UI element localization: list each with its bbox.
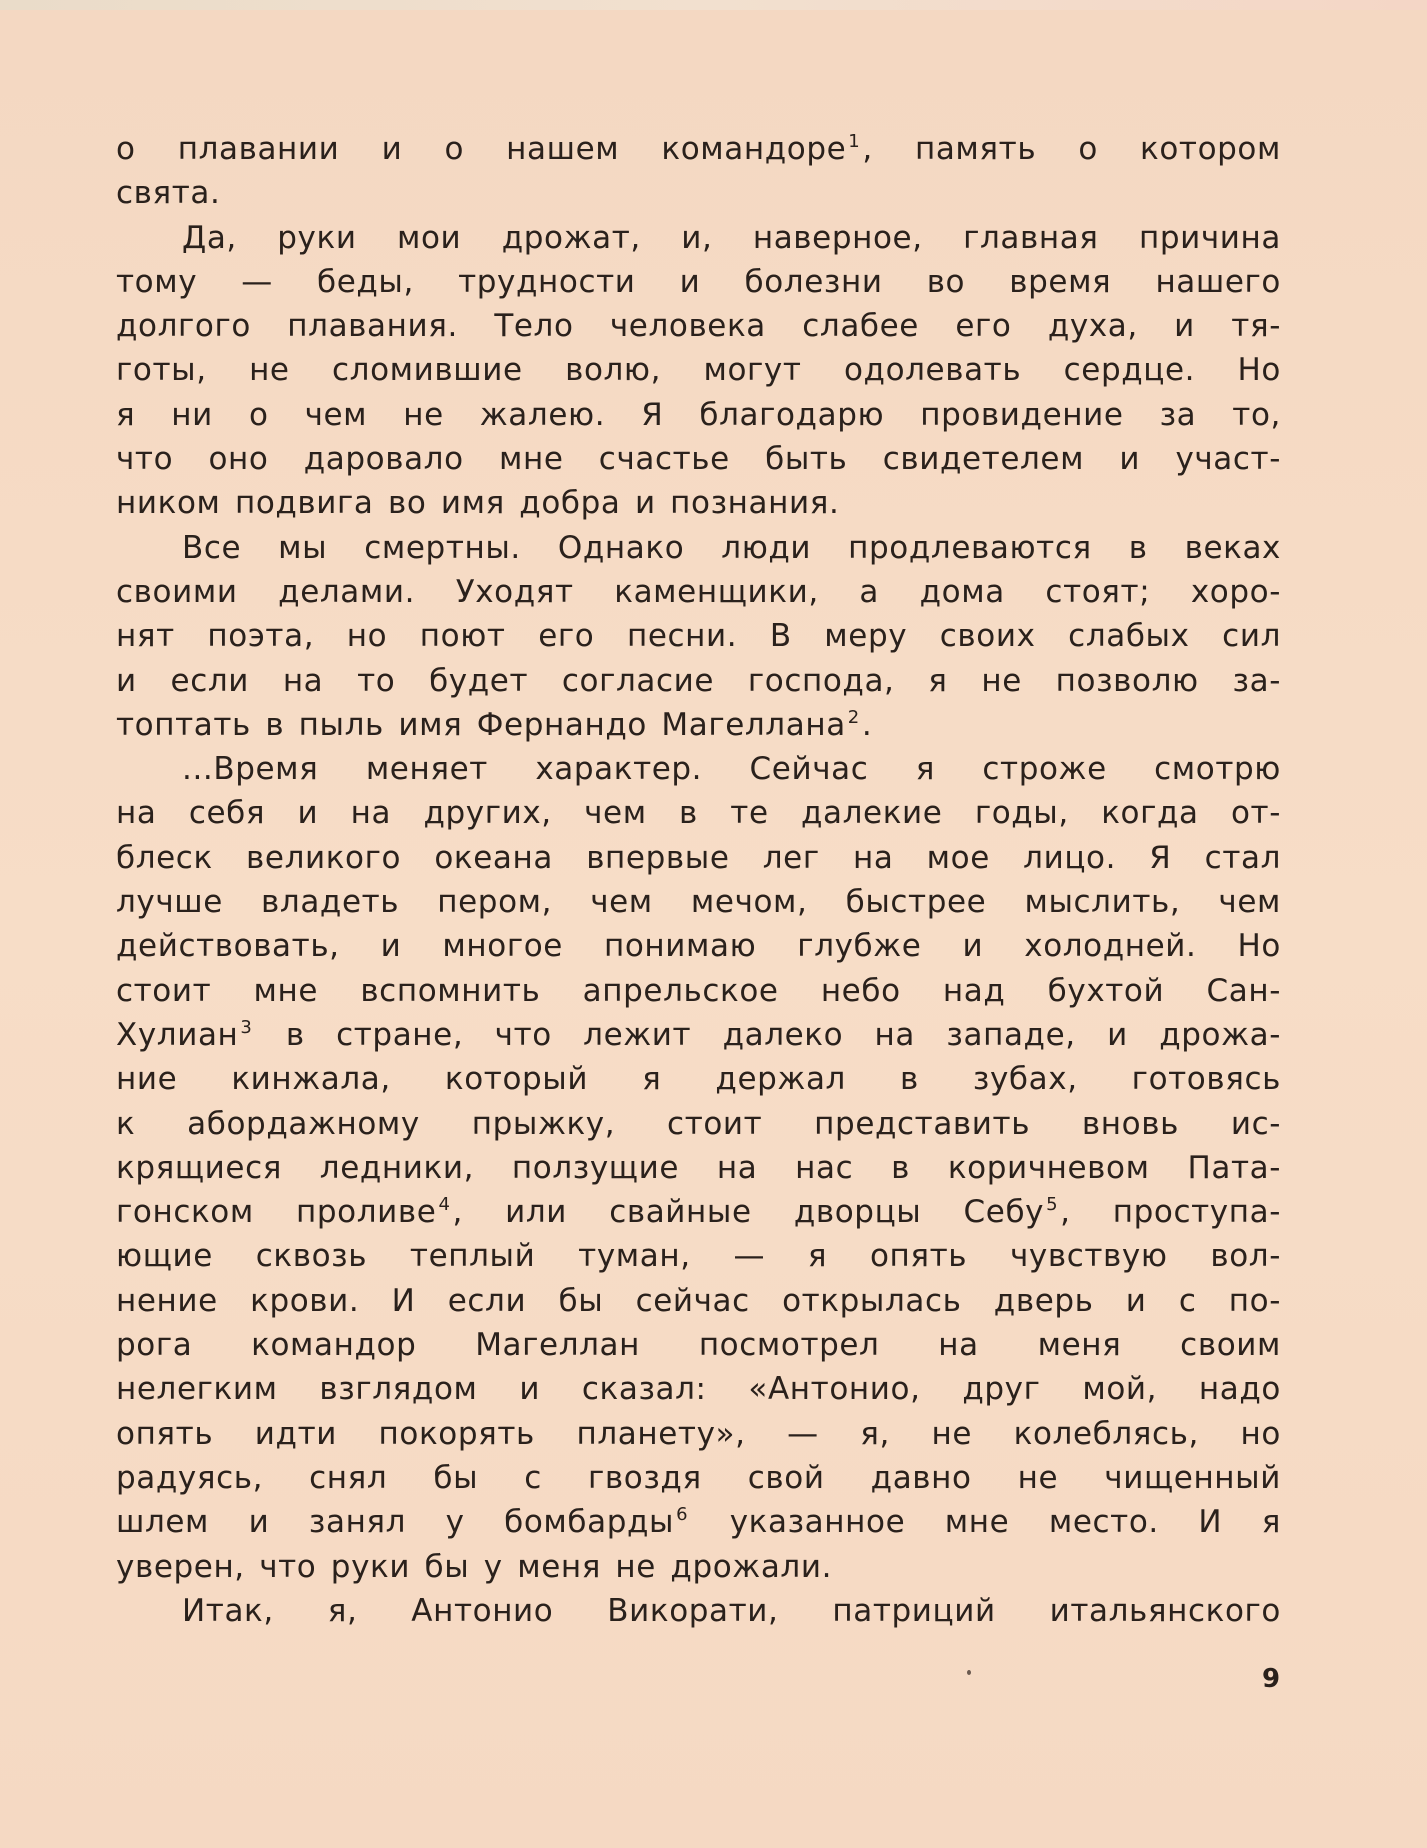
text-line: рога командор Магеллан посмотрел на меня своим [116,1327,1281,1364]
text-line: ние кинжала, который я держал в зубах, готовясь [116,1061,1281,1098]
text-line: о плавании и о нашем командоре $^1$, память о котором [116,131,1281,167]
text-line: тому — беды, трудности и болезни во время нашего [116,263,1281,300]
scan-edge [0,0,1427,10]
text-line: на себя и на других, чем в те далекие годы, когда от- [116,795,1281,832]
text-line: что оно даровало мне счастье быть свидетелем и участ- [116,441,1281,478]
text-line: нелегким взглядом и сказал: «Антонио, друг мой, надо [116,1371,1281,1408]
footnote-ref: 3 [240,1016,253,1038]
text-line: Итак, я, Антонио Викорати, патриций итальянского [182,1592,1281,1629]
footnote-ref: 6 [676,1504,689,1526]
text-line: опять идти покорять планету», — я, не колеблясь, но [116,1415,1281,1452]
footnote-ref: 2 [847,706,860,728]
scan-speck [967,1670,971,1675]
text-line: нят поэта, но поют его песни. В меру своих слабых сил [116,618,1281,655]
text-line: ющие сквозь теплый туман, — я опять чувствую вол- [116,1238,1281,1275]
body-text [116,127,1281,1633]
text-line: уверен, что руки бы у меня не дрожали. [116,1548,833,1585]
page-number: 9 [1262,1664,1281,1694]
text-line: ...Время меняет характер. Сейчас я строже смотрю [182,751,1281,788]
footnote-ref: 4 [438,1194,451,1216]
text-line: радуясь, снял бы с гвоздя свой давно не чищенный [116,1459,1281,1496]
text-line: лучше владеть пером, чем мечом, быстрее мыслить, чем [116,884,1281,921]
text-line: Да, руки мои дрожат, и, наверное, главная причина [182,219,1281,256]
text-line: крящиеся ледники, ползущие на нас в коричневом Пата- [116,1149,1281,1186]
text-line: гонском проливе $^4$, или свайные дворцы Себу $^5$, проступа- [116,1194,1281,1231]
text-line: долгого плавания. Тело человека слабее его духа, и тя- [116,308,1281,345]
text-line: нение крови. И если бы сейчас открылась дверь и с по- [116,1282,1281,1319]
text-line: я ни о чем не жалею. Я благодарю провидение за то, [116,396,1281,433]
footnote-ref: 1 [848,131,861,152]
text-line: и если на то будет согласие господа, я не позволю за- [116,662,1281,699]
text-line: готы, не сломившие волю, могут одолевать сердце. Но [116,352,1281,389]
text-line: Все мы смертны. Однако люди продлеваются в веках [182,529,1281,566]
text-line: топтать в пыль имя Фернандо Магеллана $^2$. [116,706,873,743]
text-line: Хулиан $^3$ в стране, что лежит далеко на западе, и дрожа- [116,1016,1281,1053]
text-line: шлем и занял у бомбарды $^6$ указанное мне место. И я [116,1504,1281,1541]
text-line: ником подвига во имя добра и познания. [116,485,840,522]
text-line: блеск великого океана впервые лег на мое лицо. Я стал [116,839,1281,876]
footnote-ref: 5 [1046,1194,1059,1216]
text-line: свята. [116,175,221,212]
text-line: к абордажному прыжку, стоит представить вновь ис- [116,1105,1281,1142]
text-line: стоит мне вспомнить апрельское небо над бухтой Сан- [116,972,1281,1009]
text-line: своими делами. Уходят каменщики, а дома стоят; хоро- [116,573,1281,610]
text-line: действовать, и многое понимаю глубже и холодней. Но [116,928,1281,965]
